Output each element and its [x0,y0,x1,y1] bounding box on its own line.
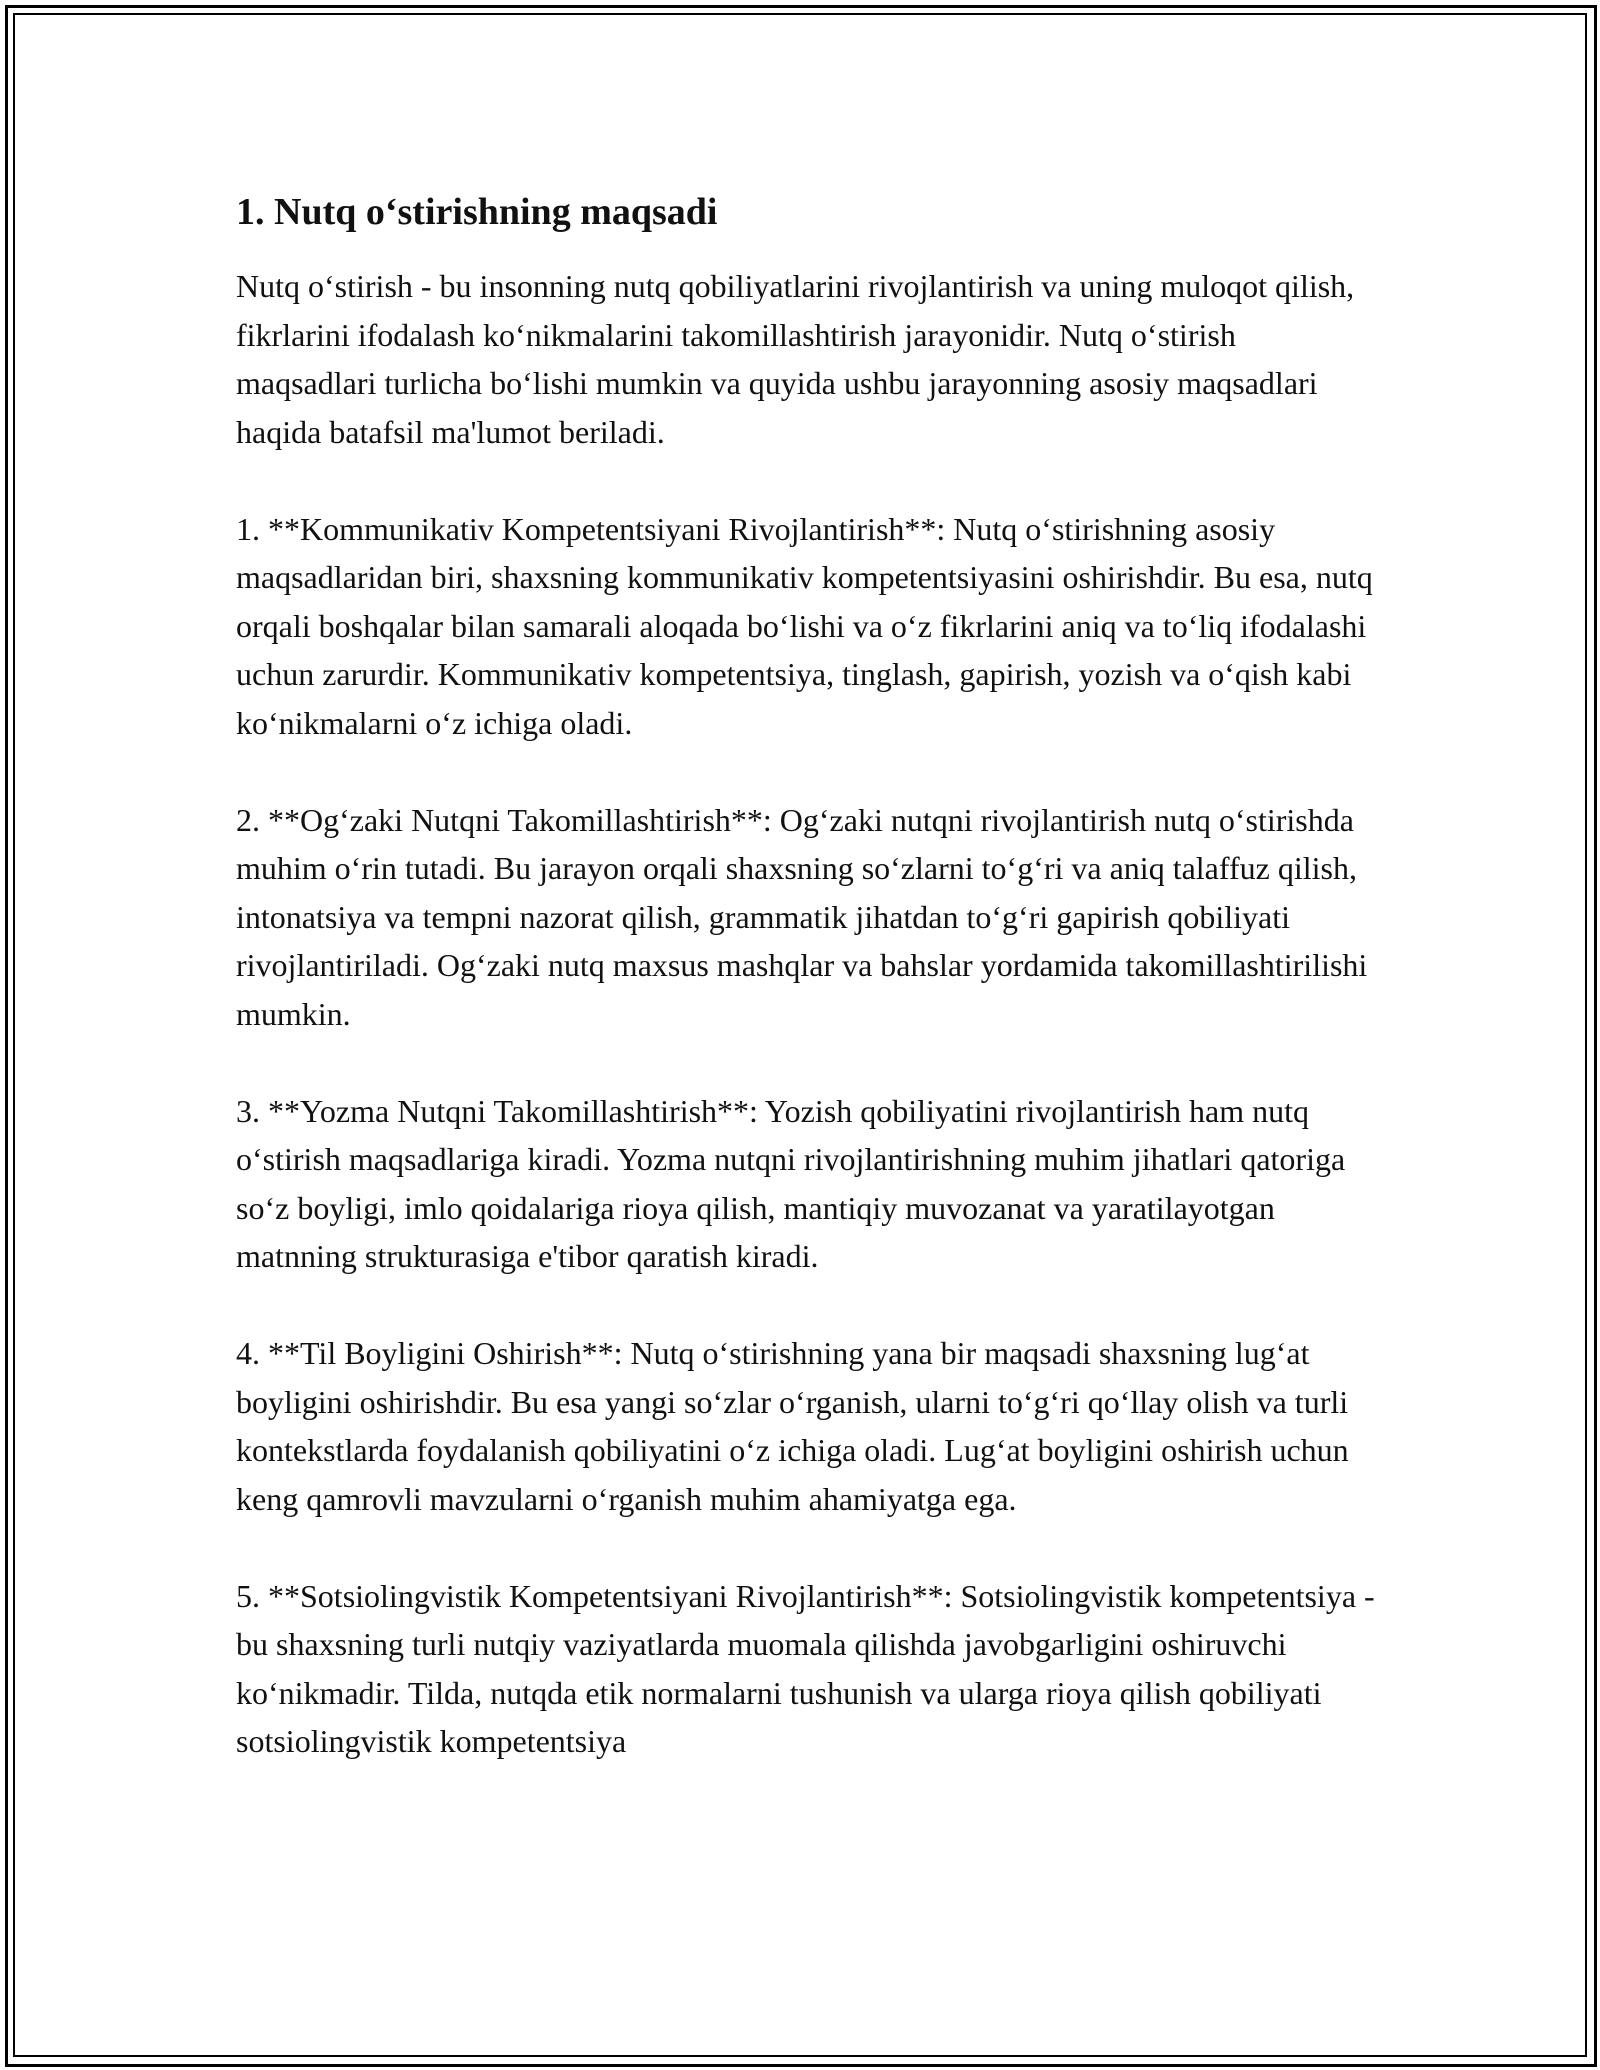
paragraph-ogzaki: 2. **Og‘zaki Nutqni Takomillashtirish**: Og‘zaki nutqni rivojlantirish nutq o‘stirishda muhim o‘rin tutadi. Bu jarayon orqali shaxsning so‘zlarni to‘g‘ri va aniq talaffuz qilish, intonatsiya va tempni nazorat qilish, grammatik jihatdan to‘g‘ri gapirish qobiliyati rivojlantiriladi. Og‘zaki nutq maxsus mashqlar va bahslar yordamida takomillashtirilishi mumkin. [236,801,1368,1032]
paragraph-yozma: 3. **Yozma Nutqni Takomillashtirish**: Yozish qobiliyatini rivojlantirish ham nutq o‘stirish maqsadlariga kiradi. Yozma nutqni rivojlantirishning muhim jihatlari qatoriga so‘z boyligi, imlo qoidalariga rioya qilish, mantiqiy muvozanat va yaratilayotgan matnning strukturasiga e'tibor qaratish kiradi. [236,1092,1346,1274]
paragraph-kommunikativ: 1. **Kommunikativ Kompetentsiyani Rivojlantirish**: Nutq o‘stirishning asosiy maqsadlaridan biri, shaxsning kommunikativ kompetentsiyasini oshirishdir. Bu esa, nutq orqali boshqalar bilan samarali aloqada bo‘lishi va o‘z fikrlarini aniq va to‘liq ifodalashi uchun zarurdir. Kommunikativ kompetentsiya, tinglash, gapirish, yozish va o‘qish kabi ko‘nikmalarni o‘z ichiga oladi. [236,510,1373,741]
paragraph-til-boyligi: 4. **Til Boyligini Oshirish**: Nutq o‘stirishning yana bir maqsadi shaxsning lug‘at boyligini oshirishdir. Bu esa yangi so‘zlar o‘rganish, ularni to‘g‘ri qo‘llay olish va turli kontekstlarda foydalanish qobiliyatini o‘z ichiga oladi. Lug‘at boyligini oshirish uchun keng qamrovli mavzularni o‘rganish muhim ahamiyatga ega. [236,1335,1349,1517]
document-body [236,188,1376,1766]
section-heading: 1. Nutq o‘stirishning maqsadi [236,191,718,233]
paragraph-sotsiolingvistik: 5. **Sotsiolingvistik Kompetentsiyani Rivojlantirish**: Sotsiolingvistik kompetentsiya - bu shaxsning turli nutqiy vaziyatlarda muomala qilishda javobgarligini oshiruvchi ko‘nikmadir. Tilda, nutqda etik normalarni tushunish va ularga rioya qilish qobiliyati sotsiolingvistik kompetentsiya [236,1577,1375,1759]
intro-paragraph: Nutq o‘stirish - bu insonning nutq qobiliyatlarini rivojlantirish va uning muloqot qilish, fikrlarini ifodalash ko‘nikmalarini takomillashtirish jarayonidir. Nutq o‘stirish maqsadlari turlicha bo‘lishi mumkin va quyida ushbu jarayonning asosiy maqsadlari haqida batafsil ma'lumot beriladi. [236,268,1355,450]
